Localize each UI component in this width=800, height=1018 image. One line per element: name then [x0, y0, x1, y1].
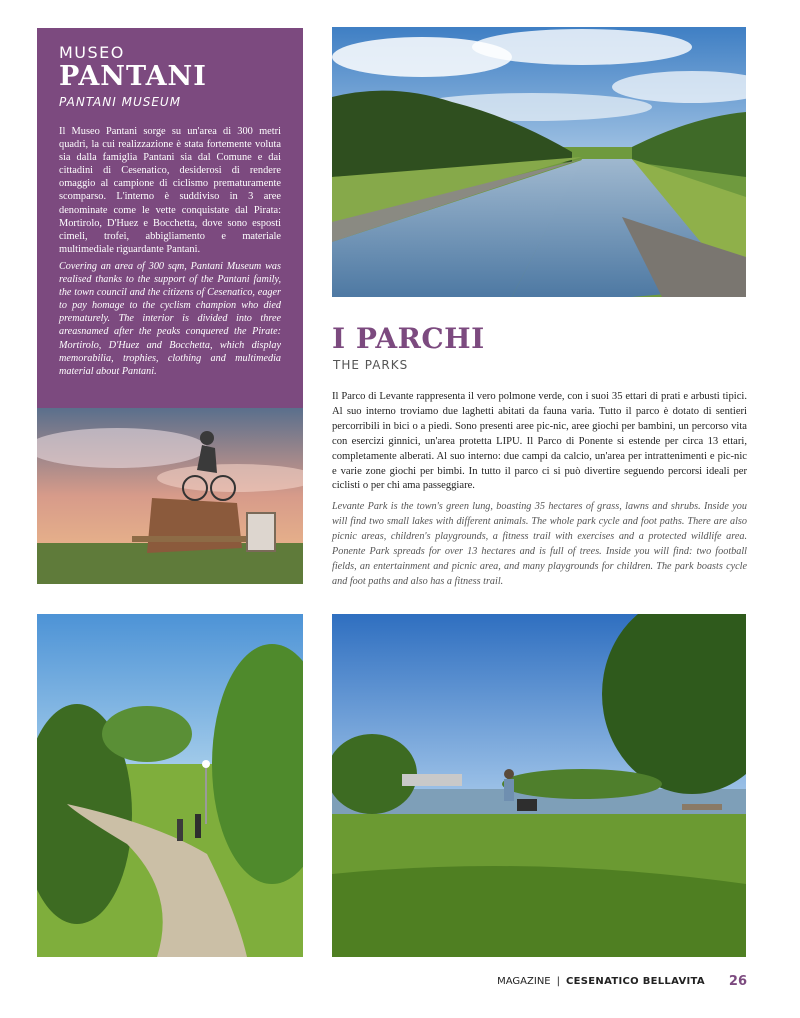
museum-subtitle: PANTANI MUSEUM: [59, 95, 182, 109]
parks-title: I PARCHI: [332, 322, 485, 355]
parks-text-english: Levante Park is the town's green lung, boasting 35 hectares of grass, lawns and shrubs. Inside you will find two small lakes with different animals. The whole park cycle and foot paths. There are also picnic areas, children's playgrounds, a fitness trail with exercises and a protected wildlife area. Ponente Park spreads for over 13 hectares and is full of trees. Inside you will find: two football fields, an entertainment and picnic area, and many playgrounds for children. The park boasts cycle and foot paths and also has a fitness trail.: [332, 501, 747, 587]
page-footer: [497, 974, 747, 989]
museum-kicker: MUSEO: [59, 43, 125, 62]
museum-text-italian: Il Museo Pantani sorge su un'area di 300 metri quadri, la cui realizzazione è stata fortemente voluta sia dalla famiglia Pantani sia dal Comune e dai cittadini di Cesenatico, desiderosi di rendere omaggio al campione di ciclismo prematuramente scomparso. L'interno è suddiviso in 3 aree denominate come le vette conquistate dal Pirata: Mortirolo, D'Huez e Bocchetta, dove sono esposti cimeli, trofei, abbigliamento e materiale multimediale riguardante Pantani.: [59, 126, 281, 255]
parks-text-italian: Il Parco di Levante rappresenta il vero polmone verde, con i suoi 35 ettari di prati e arbusti tipici. Al suo interno troviamo due laghetti abitati da fauna varia. Tutto il parco è dotato di sentieri percorribili in bici o a piedi. Sono presenti aree pic-nic, aree giochi per bambini, un percorso vita con esercizi ginnici, un'area protetta LIPU. Il Parco di Ponente si estende per circa 13 ettari, completamente alberati. Al suo interno: due campi da calcio, un'area per intrattenimenti e pic-nic e varie zone giochi per bimbi. In tutto il parco ci si può divertire seguendo percorsi ideali per ciclisti o per chi ama passeggiare.: [332, 391, 747, 492]
footer-magazine-label: MAGAZINE: [497, 976, 551, 987]
park-lake-photo: [332, 614, 746, 957]
footer-separator: |: [556, 976, 560, 987]
canal-photo: [332, 27, 746, 297]
museum-section: [37, 28, 303, 408]
page-number: 26: [728, 974, 747, 989]
museum-title: PANTANI: [59, 61, 207, 92]
pantani-statue-photo: [37, 408, 303, 584]
footer-brand: CESENATICO BELLAVITA: [566, 976, 705, 987]
parks-subtitle: THE PARKS: [333, 358, 409, 372]
park-path-photo: [37, 614, 303, 957]
museum-text-english: Covering an area of 300 sqm, Pantani Museum was realised thanks to the support of the Pantani family, the town council and the citizens of Cesenatico, eager to pay homage to the cyclism champion who died prematurely. The interior is divided into three areasnamed after the peaks conquered the Pirate: Mortirolo, D'Huez and Bocchetta, which display memorabilia, trophies, clothing and multimedia material about Pantani.: [59, 260, 281, 377]
